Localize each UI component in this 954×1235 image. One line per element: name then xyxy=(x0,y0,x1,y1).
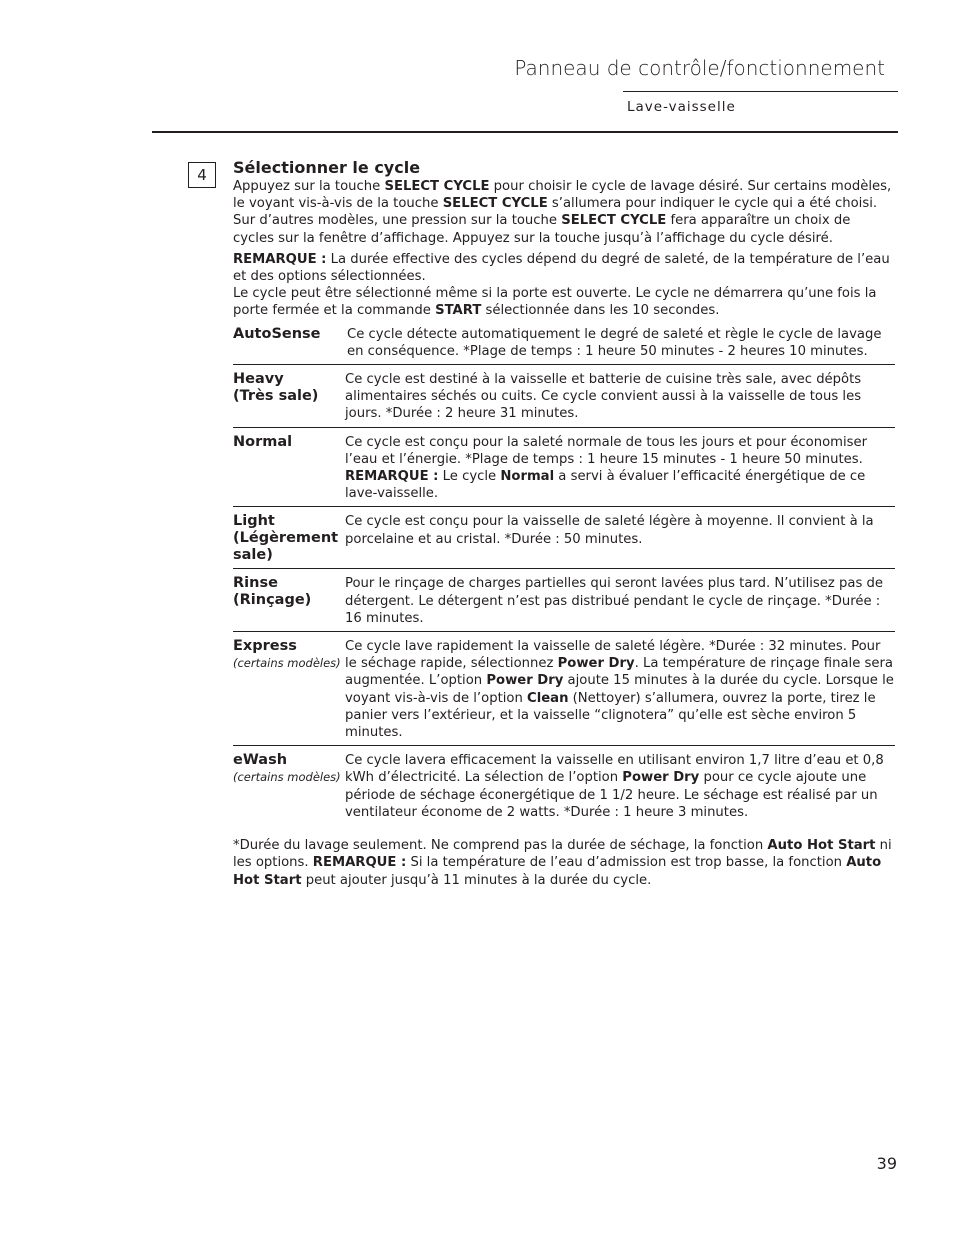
remark-text: La durée effective des cycles dépend du degré de saleté, de la température de l’eau et des options sélectionnées. xyxy=(233,251,890,285)
intro-text-1: Appuyez sur la touche xyxy=(233,179,385,194)
cycle-description xyxy=(345,638,895,741)
desc-text: ajoute 15 minutes à la durée du cycle. Lorsque le voyant vis-à-vis de l’option xyxy=(345,673,894,706)
cycle-description: Pour le rinçage de charges partielles qui seront lavées plus tard. N’utilisez pas de détergent. Le détergent n’est pas distribué pendant le cycle de rinçage. *Durée : 16 minutes. xyxy=(345,576,884,626)
cycle-availability-note: (certains modèles) xyxy=(233,770,341,785)
auto-hot-start-label: Auto Hot Start xyxy=(233,855,882,888)
desc-text: Ce cycle lavera efficacement la vaisselle en utilisant environ 1,7 litre d’eau et 0,8 kWh d’électricité. La sélection de l’option xyxy=(345,753,884,786)
cycle-name: AutoSense xyxy=(233,325,321,342)
cycle-name-line: eWash xyxy=(233,752,288,769)
cycle-table xyxy=(233,324,895,825)
desc-text: Le cycle xyxy=(438,469,501,485)
cycle-name xyxy=(233,638,345,741)
desc-text: Ce cycle lave rapidement la vaisselle de saleté légère. *Durée : 32 minutes. Pour le séchage rapide, sélectionnez xyxy=(345,639,881,672)
desc-text: a servi à évaluer l’efficacité énergétique de ce lave-vaisselle. xyxy=(345,469,866,502)
power-dry-option: Power Dry xyxy=(622,770,700,786)
cycle-name-line: (Rinçage) xyxy=(233,592,312,609)
cycle-description: Ce cycle est conçu pour la vaisselle de saleté légère à moyenne. Il convient à la porcelaine et au cristal. *Durée : 50 minutes. xyxy=(345,514,874,547)
cycle-description: Ce cycle est destiné à la vaisselle et batterie de cuisine très sale, avec dépôts alimentaires séchés ou cuits. Ce cycle convient aussi à la vaisselle de tous les jours. *Durée : 2 heure 31 minutes. xyxy=(345,372,862,422)
step-number-box: 4 xyxy=(188,162,216,188)
cycle-description xyxy=(345,434,895,503)
cycle-name: Normal xyxy=(233,433,293,450)
section-title: Sélectionner le cycle xyxy=(233,158,421,177)
footnote-text: Si la température de l’eau d’admission est trop basse, la fonction xyxy=(406,855,847,871)
start-key: START xyxy=(435,303,482,319)
select-cycle-key-3: SELECT CYCLE xyxy=(561,213,667,229)
cycle-row-normal xyxy=(233,427,895,507)
cycle-description: Ce cycle détecte automatiquement le degré de saleté et règle le cycle de lavage en conséquence. *Plage de temps : 1 heure 50 minutes - 2 heures 10 minutes. xyxy=(347,326,882,359)
remark-paragraph xyxy=(233,251,895,320)
desc-text: . La température de rinçage finale sera augmentée. L’option xyxy=(345,656,894,689)
cycle-name xyxy=(233,752,345,821)
cycle-description xyxy=(345,752,895,821)
intro-text-3: s’allumera pour indiquer le cycle qui a été choisi. Sur d’autres modèles, une pression sur la touche xyxy=(233,196,878,229)
page-header-subtitle: Lave-vaisselle xyxy=(627,99,736,115)
intro-paragraph xyxy=(233,178,895,247)
footnote-text: ni les options. xyxy=(233,838,892,871)
select-cycle-key-1: SELECT CYCLE xyxy=(384,179,490,194)
step-content xyxy=(233,158,895,902)
cycle-name xyxy=(233,575,345,627)
cycle-row-light xyxy=(233,506,895,568)
cycle-row-ewash xyxy=(233,745,895,825)
page-header-title: Panneau de contrôle/fonctionnement xyxy=(514,56,885,80)
cycle-availability-note: (certains modèles) xyxy=(233,656,341,671)
desc-text: Ce cycle est conçu pour la saleté normale de tous les jours et pour économiser l’eau et l’énergie. *Plage de temps : 1 heure 15 minutes - 1 heure 50 minutes. xyxy=(345,434,868,467)
header-divider-short xyxy=(623,91,898,92)
desc-text: pour ce cycle ajoute une période de séchage éconergétique de 1 1/2 heure. Le séchage est réalisé par un ventilateur économe de 2 watts. *Durée : 1 heure 3 minutes. xyxy=(345,770,878,820)
clean-option: Clean xyxy=(527,690,569,706)
remark-label: REMARQUE : xyxy=(312,855,407,871)
cycle-name-line: Rinse xyxy=(233,575,278,592)
cycle-row-express xyxy=(233,631,895,745)
remark-label: REMARQUE : xyxy=(233,251,327,267)
page-number: 39 xyxy=(876,1154,897,1173)
cycle-name-line: Express xyxy=(233,638,297,655)
door-note-text-2: sélectionnée dans les 10 secondes. xyxy=(481,303,720,319)
cycle-name xyxy=(233,371,345,423)
cycle-name-line: Light xyxy=(233,513,275,530)
cycle-row-rinse xyxy=(233,568,895,631)
power-dry-option: Power Dry xyxy=(486,673,564,689)
cycle-row-heavy xyxy=(233,364,895,427)
cycle-name-line: (Très sale) xyxy=(233,388,319,405)
remark-label: REMARQUE : xyxy=(345,469,439,485)
cycle-name-line: sale) xyxy=(233,547,273,564)
door-note-text-1: Le cycle peut être sélectionné même si la porte est ouverte. Le cycle ne démarrera qu’une fois la porte fermée et la commande xyxy=(233,286,877,319)
intro-text-2: pour choisir le cycle de lavage désiré. Sur certains modèles, le voyant vis-à-vis de la touche xyxy=(233,179,892,212)
power-dry-option: Power Dry xyxy=(557,656,635,672)
intro-text-4: fera apparaître un choix de cycles sur la fenêtre d’affichage. Appuyez sur la touche jusqu’à l’affichage du cycle désiré. xyxy=(233,213,851,246)
cycle-name-line: Heavy xyxy=(233,371,284,388)
cycle-row-autosense xyxy=(233,324,895,364)
cycle-name-line: (Légèrement xyxy=(233,530,339,547)
auto-hot-start-label: Auto Hot Start xyxy=(767,838,876,854)
header-divider-long xyxy=(152,131,898,133)
desc-text: (Nettoyer) s’allumera, ouvrez la porte, tirez le panier vers l’extérieur, et la vaisselle “clignotera” qu’elle est sèche environ 5 minutes. xyxy=(345,690,876,741)
footnote-text: *Durée du lavage seulement. Ne comprend pas la durée de séchage, la fonction xyxy=(233,838,768,854)
cycle-name xyxy=(233,513,345,564)
footnote-text: peut ajouter jusqu’à 11 minutes à la durée du cycle. xyxy=(301,872,652,888)
select-cycle-key-2: SELECT CYCLE xyxy=(442,196,548,212)
footnote xyxy=(233,837,895,889)
normal-cycle-label: Normal xyxy=(500,469,555,485)
